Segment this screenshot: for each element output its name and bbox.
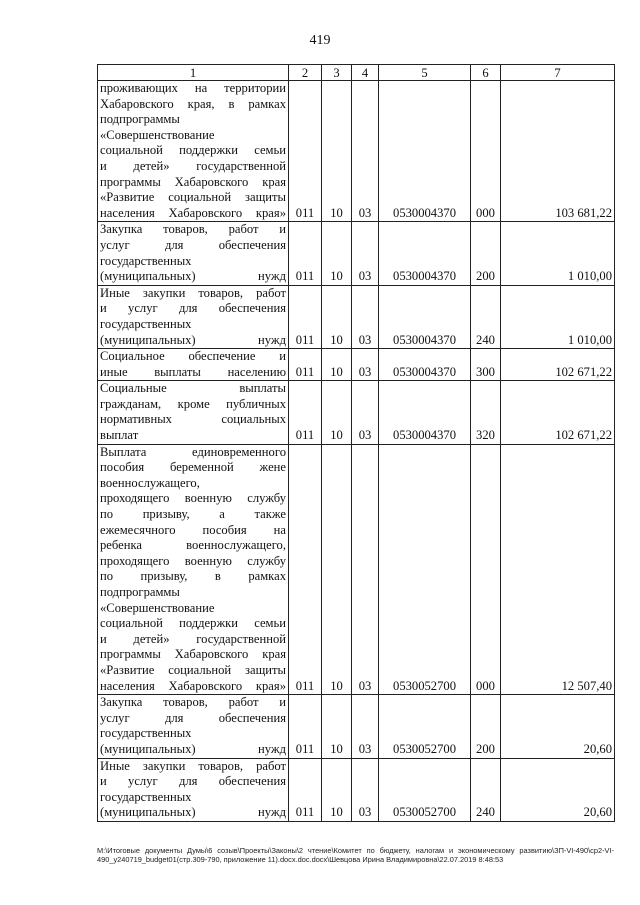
- table-row: [98, 444, 615, 695]
- column-header: 6: [471, 65, 501, 81]
- row-amount: 12 507,40: [501, 444, 615, 695]
- row-description: Иные закупки товаров, работ и услуг для обеспечения государственных (муниципальных) нужд: [98, 285, 289, 348]
- table-row: [98, 81, 615, 222]
- row-target-article: 0530004370: [379, 285, 471, 348]
- row-target-article: 0530004370: [379, 381, 471, 444]
- row-code-c2: 011: [289, 285, 322, 348]
- row-code-c3: 10: [322, 695, 352, 758]
- row-code-c4: 03: [352, 695, 379, 758]
- row-code-c4: 03: [352, 444, 379, 695]
- table-row: [98, 381, 615, 444]
- table-row: [98, 758, 615, 821]
- row-amount: 1 010,00: [501, 222, 615, 285]
- row-expense-type: 240: [471, 758, 501, 821]
- row-description: Выплата единовременного пособия беременной жене военнослужащего, проходящего военную службу по призыву, а также ежемесячного пособия на ребенка военнослужащего, проходящего военную службу по призыву, в рамках подпрограммы «Совершенствование социальной поддержки семьи и детей» государственной программы Хабаровского края «Развитие социальной защиты населения Хабаровского края»: [98, 444, 289, 695]
- row-description: Социальные выплаты гражданам, кроме публичных нормативных социальных выплат: [98, 381, 289, 444]
- footer-file-path: М:\Итоговые документы Думы\6 созыв\Проекты\Законы\2 чтение\Комитет по бюджету, налогам и экономическому развитию\ЗП-VI-490\ср2-VI-490_у240719_budget01(стр.309-790, приложение 11).docx.doc.docx\Шевцова Ирина Владимировна\22.07.2019 8:48:53: [97, 846, 614, 864]
- column-header: 2: [289, 65, 322, 81]
- row-code-c3: 10: [322, 349, 352, 381]
- table-row: [98, 222, 615, 285]
- row-description: Социальное обеспечение и иные выплаты населению: [98, 349, 289, 381]
- row-code-c4: 03: [352, 758, 379, 821]
- column-header: 7: [501, 65, 615, 81]
- row-expense-type: 320: [471, 381, 501, 444]
- row-amount: 102 671,22: [501, 349, 615, 381]
- row-code-c2: 011: [289, 444, 322, 695]
- row-amount: 103 681,22: [501, 81, 615, 222]
- row-code-c2: 011: [289, 758, 322, 821]
- row-code-c4: 03: [352, 381, 379, 444]
- row-amount: 20,60: [501, 758, 615, 821]
- row-code-c3: 10: [322, 444, 352, 695]
- page-number: 419: [309, 33, 331, 48]
- table-row: [98, 349, 615, 381]
- row-amount: 102 671,22: [501, 381, 615, 444]
- row-expense-type: 200: [471, 222, 501, 285]
- row-code-c3: 10: [322, 81, 352, 222]
- budget-table: [97, 64, 615, 822]
- row-expense-type: 300: [471, 349, 501, 381]
- row-code-c2: 011: [289, 222, 322, 285]
- row-target-article: 0530052700: [379, 695, 471, 758]
- row-code-c3: 10: [322, 222, 352, 285]
- row-code-c2: 011: [289, 381, 322, 444]
- row-code-c3: 10: [322, 285, 352, 348]
- row-expense-type: 240: [471, 285, 501, 348]
- row-target-article: 0530004370: [379, 222, 471, 285]
- row-code-c2: 011: [289, 81, 322, 222]
- row-code-c4: 03: [352, 222, 379, 285]
- row-expense-type: 200: [471, 695, 501, 758]
- row-target-article: 0530004370: [379, 81, 471, 222]
- row-code-c4: 03: [352, 285, 379, 348]
- row-code-c4: 03: [352, 349, 379, 381]
- row-target-article: 0530052700: [379, 758, 471, 821]
- table-row: [98, 285, 615, 348]
- row-code-c2: 011: [289, 349, 322, 381]
- row-code-c2: 011: [289, 695, 322, 758]
- column-header: 4: [352, 65, 379, 81]
- row-description: Закупка товаров, работ и услуг для обеспечения государственных (муниципальных) нужд: [98, 222, 289, 285]
- column-header: 5: [379, 65, 471, 81]
- table-row: [98, 695, 615, 758]
- row-target-article: 0530052700: [379, 444, 471, 695]
- row-amount: 20,60: [501, 695, 615, 758]
- row-amount: 1 010,00: [501, 285, 615, 348]
- row-description: Иные закупки товаров, работ и услуг для обеспечения государственных (муниципальных) нужд: [98, 758, 289, 821]
- row-expense-type: 000: [471, 444, 501, 695]
- row-target-article: 0530004370: [379, 349, 471, 381]
- row-code-c3: 10: [322, 381, 352, 444]
- row-code-c4: 03: [352, 81, 379, 222]
- row-description: Закупка товаров, работ и услуг для обеспечения государственных (муниципальных) нужд: [98, 695, 289, 758]
- header-row: [98, 65, 615, 81]
- row-code-c3: 10: [322, 758, 352, 821]
- row-description: проживающих на территории Хабаровского края, в рамках подпрограммы «Совершенствование социальной поддержки семьи и детей» государственной программы Хабаровского края «Развитие социальной защиты населения Хабаровского края»: [98, 81, 289, 222]
- column-header: 1: [98, 65, 289, 81]
- column-header: 3: [322, 65, 352, 81]
- row-expense-type: 000: [471, 81, 501, 222]
